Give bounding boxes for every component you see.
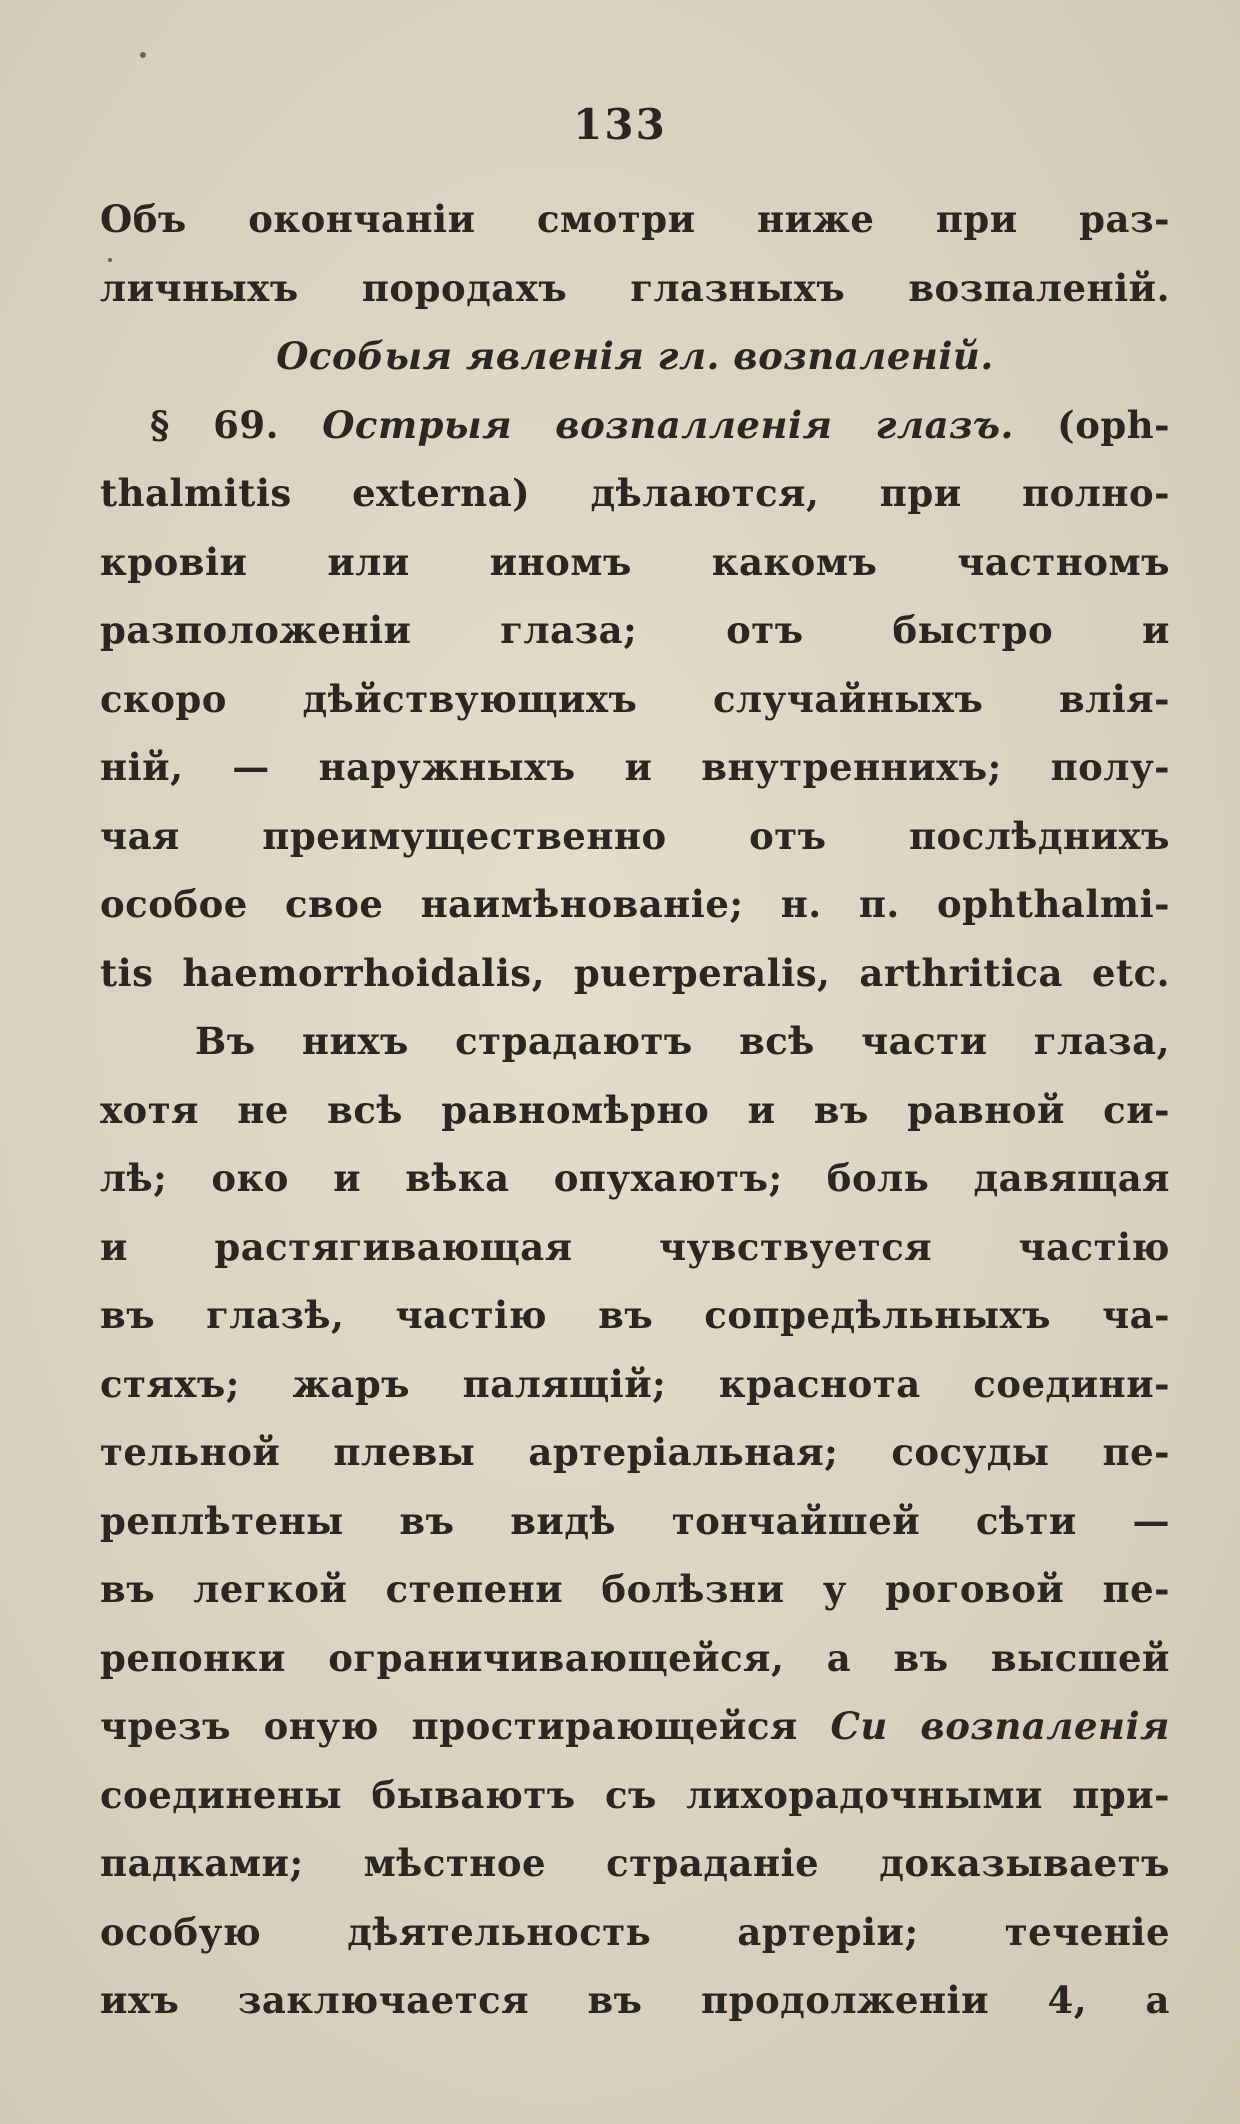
text-line: кровiи или иномъ какомъ частномъ	[100, 539, 1170, 584]
text-line: хотя не всѣ равномѣрно и въ равной си-	[100, 1087, 1170, 1132]
text-line: чая преимущественно отъ послѣднихъ	[100, 813, 1170, 858]
body-text	[100, 185, 1170, 2035]
print-speck	[140, 52, 146, 58]
italic-phrase: Си возпаленiя	[830, 1704, 1170, 1748]
text-line	[100, 391, 1170, 460]
text-line: репонки ограничивающейся, а въ высшей	[100, 1635, 1170, 1680]
text-line: въ легкой степени болѣзни у роговой пе-	[100, 1567, 1170, 1611]
section-heading: Особыя явленiя гл. возпаленiй.	[276, 334, 994, 378]
text-line: tis haemorrhoidalis, puerperalis, arthritica etc.	[100, 950, 1170, 995]
page-number: 133	[573, 100, 667, 149]
text-line: соединены бываютъ съ лихорадочными при-	[100, 1772, 1170, 1817]
text-line: ихъ заключается въ продолженiи 4, а	[100, 1978, 1170, 2022]
text-line: реплѣтены въ видѣ тончайшей сѣти —	[100, 1498, 1170, 1543]
text-line: нiй, — наружныхъ и внутреннихъ; полу-	[100, 745, 1170, 789]
text-line: скоро дѣйствующихъ случайныхъ влiя-	[100, 676, 1170, 721]
text-line: личныхъ породахъ глазныхъ возпаленiй.	[100, 265, 1170, 310]
text-line: разположенiи глаза; отъ быстро и	[100, 608, 1170, 652]
text-line: Объ окончанiи смотри ниже при раз-	[100, 197, 1170, 241]
text-line: тельной плевы артерiальная; сосуды пе-	[100, 1430, 1170, 1474]
section-number: § 69.	[150, 402, 323, 447]
text-line: особое свое наимѣнованiе; н. п. ophthalmi-	[100, 882, 1170, 926]
text-line: особую дѣятельность артерiи; теченiе	[100, 1909, 1170, 1954]
text-line: Въ нихъ страдаютъ всѣ части глаза,	[195, 1019, 1170, 1063]
text-fragment: (oph-	[1013, 402, 1170, 447]
text-line: thalmitis externa) дѣлаются, при полно-	[100, 471, 1170, 515]
text-line: и растягивающая чувствуется частiю	[100, 1224, 1170, 1269]
text-line	[100, 1692, 1170, 1761]
text-line: стяхъ; жаръ палящiй; краснота соедини-	[100, 1361, 1170, 1406]
text-fragment: чрезъ оную простирающейся	[100, 1704, 831, 1748]
text-line: лѣ; око и вѣка опухаютъ; боль давящая	[100, 1156, 1170, 1200]
section-title: Острыя возпалленiя глазъ.	[322, 402, 1014, 447]
text-line: падками; мѣстное страданiе доказываетъ	[100, 1841, 1170, 1885]
text-line: въ глазѣ, частiю въ сопредѣльныхъ ча-	[100, 1293, 1170, 1337]
